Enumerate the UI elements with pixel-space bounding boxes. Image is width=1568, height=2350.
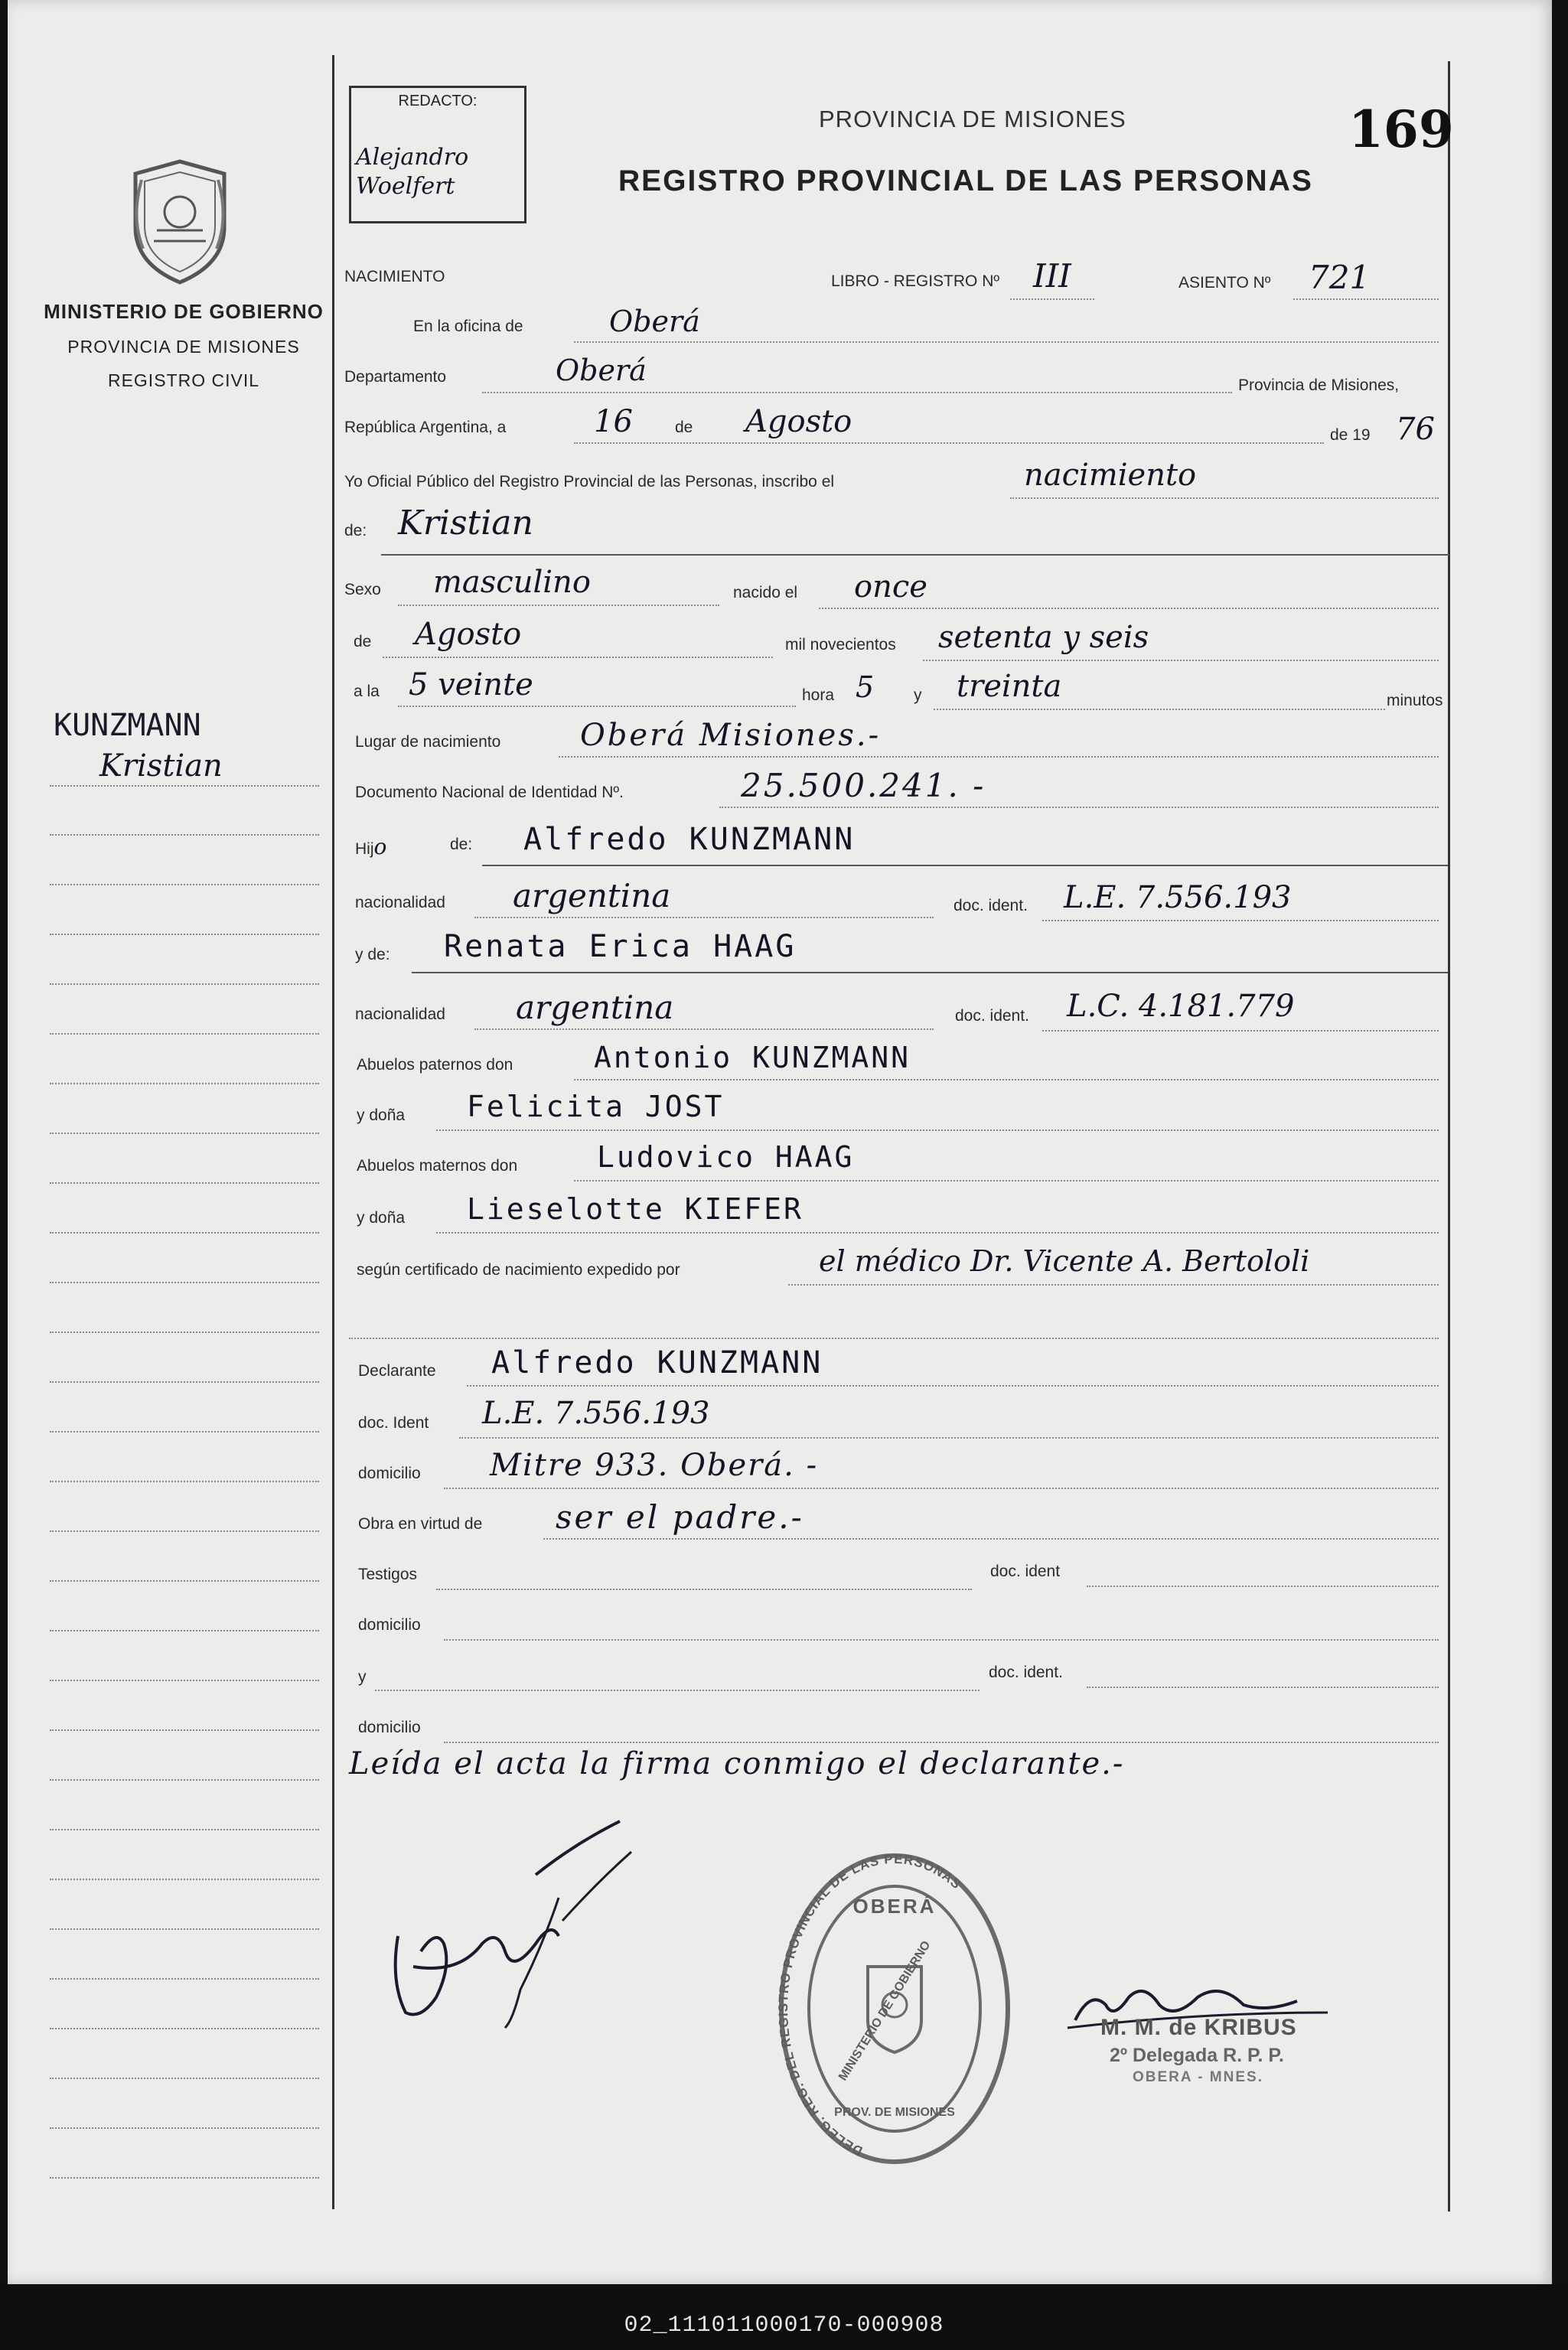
mother-doc-label: doc. ident. [955,1007,1029,1025]
official-stamp [776,1852,1013,2166]
mil-novecientos-label: mil novecientos [785,636,896,654]
month-de-label: de [354,633,372,650]
ministry-province: PROVINCIA DE MISIONES [67,337,300,357]
mother-doc-value: L.C. 4.181.779 [1067,989,1295,1024]
hour-words-value: 5 veinte [409,667,533,702]
declarant-doc-label: doc. Ident [358,1414,429,1432]
stamp-top-text: OBERÁ [852,1895,937,1918]
register-page [8,0,1552,2284]
stamp-inner-text: MINISTERIO DE GOBIERNO [836,1938,934,2084]
certificate-label: según certificado de nacimiento expedido por [357,1261,680,1279]
department-label: Departamento [344,368,447,386]
libro-label: LIBRO - REGISTRO Nº [831,272,1000,290]
born-on-label: nacido el [733,584,798,601]
declarant-address-value: Mitre 933. Oberá. - [490,1448,819,1483]
office-value: Oberá [609,305,700,338]
file-identifier: 02_111011000170-000908 [624,2313,944,2339]
hour-label: hora [802,686,835,704]
sex-value: masculino [433,565,591,600]
declarant-value: Alfredo KUNZMANN [491,1345,823,1380]
redacto-name: Alejandro Woelfert [356,144,469,200]
registry-title: REGISTRO PROVINCIAL DE LAS PERSONAS [618,165,1313,197]
hour-value: 5 [856,670,875,704]
department-value: Oberá [556,354,647,387]
month-value: Agosto [745,404,852,439]
paternal-grandmother-value: Felicita JOST [467,1090,725,1123]
witness2-and-label: y [358,1668,367,1686]
maternal-grandmother-label: y doña [357,1209,406,1227]
at-label: a la [354,683,380,700]
birthplace-label: Lugar de nacimiento [355,733,501,751]
left-frame-line [332,55,334,2209]
declarant-signature [367,1791,643,2043]
registrar-place: OBERA - MNES. [1133,2069,1263,2085]
stamp-bottom-text: PROV. DE MISIONES [834,2106,955,2119]
asiento-value: 721 [1309,259,1371,296]
ministry-name: MINISTERIO DE GOBIERNO [44,300,324,323]
paternal-grandmother-label: y doña [357,1107,406,1124]
maternal-grandfather-value: Ludovico HAAG [597,1140,855,1174]
paternal-grandfather-label: Abuelos paternos don [357,1056,513,1074]
folio-number: 169 [1348,99,1454,159]
certificate-value: el médico Dr. Vicente A. Bertololi [819,1244,1310,1278]
redacto-label: REDACTO: [398,93,478,109]
sex-label: Sexo [344,581,381,598]
stamp-outer-text: DELEG. REG. DEL REGISTRO PROVINCIAL DE LAS PERSONAS [776,1852,964,2159]
day-de-label: de [675,419,693,436]
maternal-grandmother-value: Lieselotte KIEFER [467,1192,804,1226]
record-type-label: NACIMIENTO [344,268,445,285]
birthplace-value: Oberá Misiones.- [580,718,882,753]
declarant-address-label: domicilio [358,1465,421,1482]
born-month-value: Agosto [415,617,522,652]
margin-surname: KUNZMANN [54,708,201,743]
provincial-emblem-icon [126,157,233,287]
witness2-doc-label: doc. ident. [989,1664,1063,1681]
registrar-name: M. M. de KRIBUS [1100,2015,1297,2040]
year-value: 76 [1396,412,1435,447]
closing-statement: Leída el acta la firma conmigo el declarante.- [349,1746,1125,1781]
redacto-box [349,86,526,223]
witnesses-label: Testigos [358,1566,418,1583]
child-of-de-label: de: [450,836,473,853]
acting-as-label: Obra en virtud de [358,1515,483,1533]
department-province-suffix: Provincia de Misiones, [1238,376,1400,394]
name-de-label: de: [344,522,367,539]
father-value: Alfredo KUNZMANN [523,822,856,857]
province-heading: PROVINCIA DE MISIONES [819,106,1126,132]
child-name-value: Kristian [398,504,533,543]
paternal-grandfather-value: Antonio KUNZMANN [594,1041,911,1074]
republic-label: República Argentina, a [344,419,507,436]
declarant-label: Declarante [358,1362,436,1380]
right-frame-line [1448,61,1450,2211]
year-prefix-label: de 19 [1330,426,1371,444]
act-type-value: nacimiento [1024,458,1197,493]
mother-value: Renata Erica HAAG [444,929,797,964]
and-label: y [914,686,922,704]
declarant-doc-value: L.E. 7.556.193 [482,1396,710,1431]
maternal-grandfather-label: Abuelos maternos don [357,1157,518,1175]
registrar-role: 2º Delegada R. P. P. [1110,2045,1284,2066]
margin-given-name: Kristian [99,748,223,784]
witness1-doc-label: doc. ident [990,1563,1061,1580]
day-value: 16 [594,404,633,439]
child-of-label: Hijo [355,834,387,859]
asiento-label: ASIENTO Nº [1178,274,1271,292]
witness2-address-label: domicilio [358,1719,421,1736]
acting-as-value: ser el padre.- [556,1498,804,1536]
mother-nationality-value: argentina [516,989,674,1026]
national-id-label: Documento Nacional de Identidad Nº. [355,784,624,801]
mother-de-label: y de: [355,946,390,963]
oficial-statement-label: Yo Oficial Público del Registro Provincial de las Personas, inscribo el [344,473,835,491]
libro-value: III [1033,257,1071,295]
ministry-registry: REGISTRO CIVIL [107,370,260,390]
born-day-value: once [854,569,927,605]
father-doc-label: doc. ident. [954,897,1028,914]
witness1-address-label: domicilio [358,1616,421,1634]
minutes-value: treinta [957,669,1062,704]
national-id-value: 25.500.241. - [741,767,986,804]
mother-nationality-label: nacionalidad [355,1006,445,1023]
office-label: En la oficina de [413,318,523,335]
minutes-label: minutos [1387,692,1443,709]
father-doc-value: L.E. 7.556.193 [1064,880,1292,915]
father-nationality-label: nacionalidad [355,894,445,911]
father-nationality-value: argentina [513,877,671,914]
year-words-value: setenta y seis [938,620,1149,655]
